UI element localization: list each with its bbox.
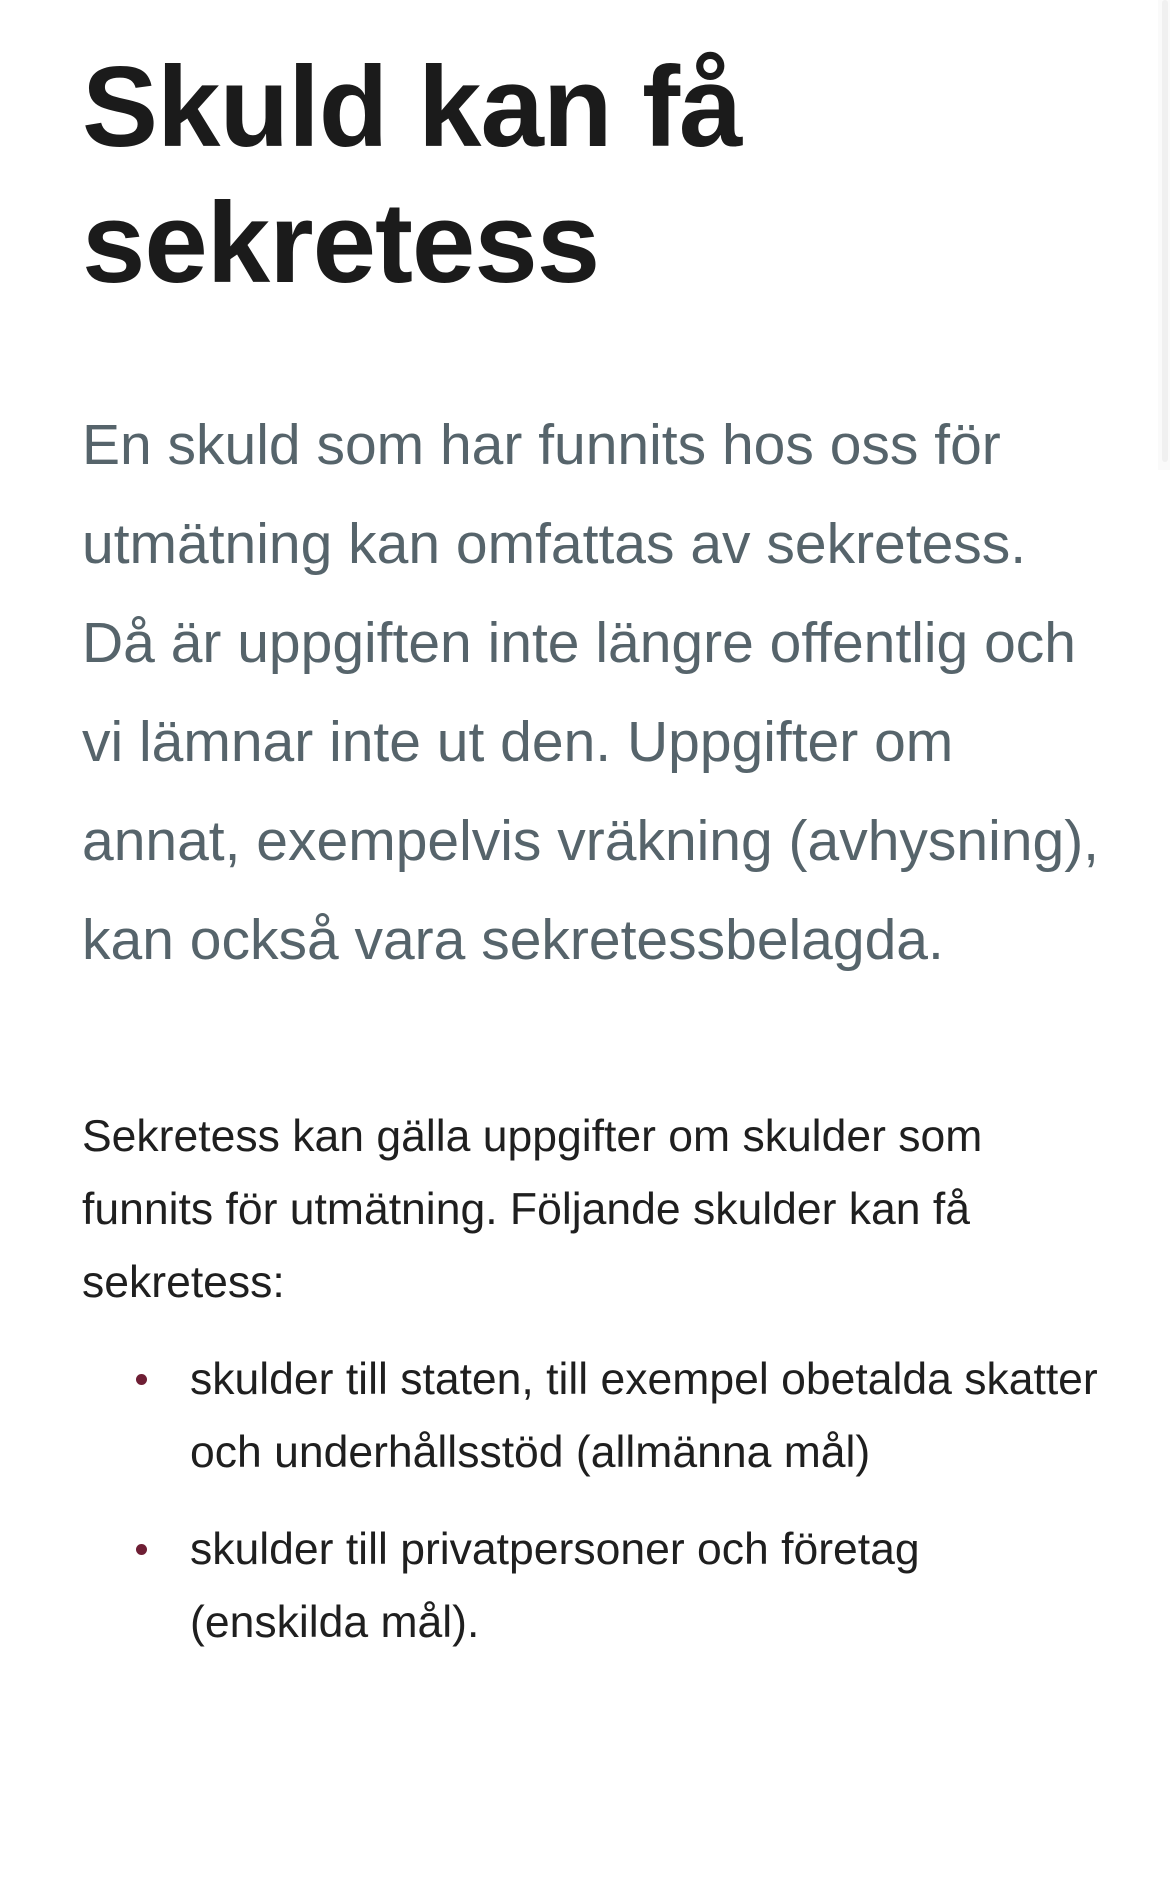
article [82, 0, 1102, 1683]
list-item-text: skulder till staten, till exempel obetalda skatter och underhållsstöd (allmänna mål) [190, 1355, 1098, 1477]
list-item [190, 1343, 1102, 1489]
scrollbar-thumb[interactable] [1162, 0, 1168, 462]
bullet-icon [136, 1544, 147, 1555]
list-item-text: skulder till privatpersoner och företag (enskilda mål). [190, 1525, 920, 1647]
lead-paragraph: En skuld som har funnits hos oss för utmätning kan omfattas av sekretess. Då är uppgiften inte längre offentlig och vi lämnar inte ut den. Uppgifter om annat, exempelvis vräkning (avhysning), kan också vara sekretessbelagda. [82, 413, 1100, 972]
debt-list [82, 1343, 1102, 1659]
list-item [190, 1513, 1102, 1659]
page-title: Skuld kan få sekretess [82, 44, 742, 307]
body-paragraph: Sekretess kan gälla uppgifter om skulder som funnits för utmätning. Följande skulder kan få sekretess: [82, 1112, 983, 1307]
scrollbar[interactable] [1158, 0, 1170, 470]
bullet-icon [136, 1374, 147, 1385]
